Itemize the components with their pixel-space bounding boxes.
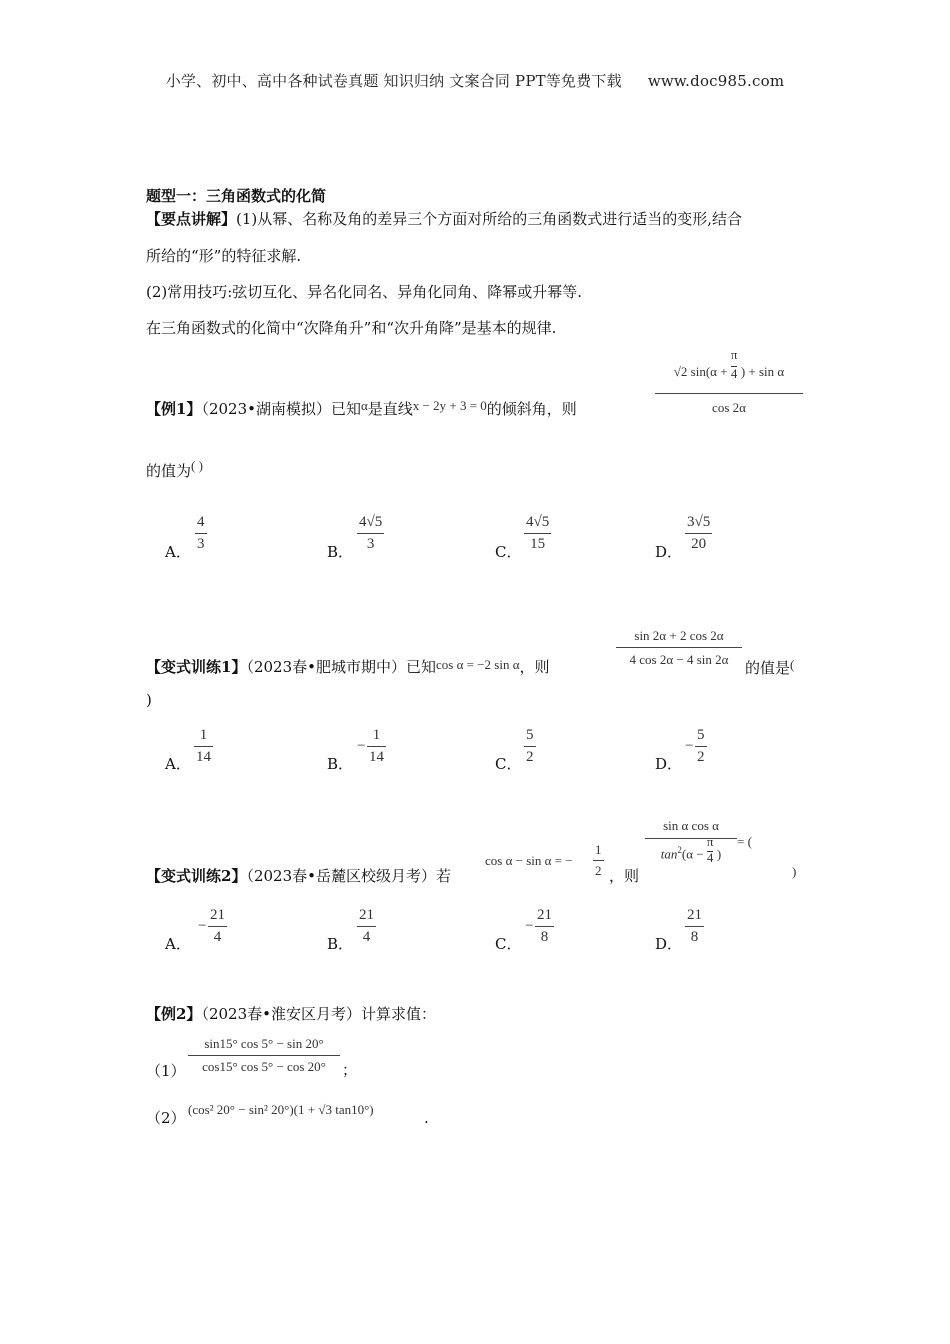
example1-expression — [655, 347, 803, 416]
example1-pi: π — [730, 347, 738, 362]
example1-alpha: α — [360, 398, 368, 413]
example1-option-b-value: 4√5 3 — [359, 514, 383, 552]
example1-label: 【例1】 — [146, 400, 202, 418]
variant2-option-a-value: 21 4 — [210, 907, 225, 945]
example1-mid: 是直线 — [367, 400, 413, 418]
variant2-paren-close: ) — [792, 864, 797, 879]
variant1-denominator: 4 cos 2α − 4 sin 2α — [616, 647, 742, 668]
example1-option-a[interactable]: A． — [165, 543, 191, 561]
example1-tail: 的值为( ) — [146, 458, 203, 480]
example2-source: （2023春•淮安区月考）计算求值： — [201, 1005, 436, 1023]
variant2-numerator: sin α cos α — [663, 818, 719, 833]
variant2-four: 4 — [706, 850, 714, 866]
variant2-option-d[interactable]: D． — [655, 935, 683, 953]
variant2-condition: cos α − sin α = − — [485, 853, 573, 868]
example1-expr-denominator: cos 2α — [712, 400, 746, 415]
key-points-line4: 在三角函数式的化简中“次降角升”和“次升角降”是基本的规律. — [146, 319, 557, 337]
example2-q1-expression — [188, 1036, 340, 1075]
variant1-option-b-sign: − — [357, 738, 366, 754]
variant1-tail: 的值是( — [745, 657, 795, 677]
example2-q1-denominator: cos15° cos 5° − cos 20° — [188, 1055, 340, 1075]
variant1-option-d-sign: − — [685, 738, 694, 754]
example2-q2-end: . — [424, 1109, 429, 1127]
variant2-source: （2023春•岳麓区校级月考）若 — [246, 867, 451, 885]
header-text: 小学、初中、高中各种试卷真题 知识归纳 文案合同 PPT等免费下载 — [165, 72, 622, 90]
variant2-option-a[interactable]: A． — [165, 935, 191, 953]
example1-option-d-value: 3√5 20 — [687, 514, 711, 552]
variant2-option-c[interactable]: C． — [495, 935, 522, 953]
variant2-equals: = ( — [737, 834, 752, 849]
variant1-option-d[interactable]: D． — [655, 755, 683, 773]
variant1-expression — [616, 628, 742, 668]
variant1-stem — [146, 655, 550, 677]
example1-option-c-value: 4√5 15 — [526, 514, 550, 552]
example2-q2-label: （2） — [146, 1109, 186, 1127]
key-points-text1: (1)从幂、名称及角的差异三个方面对所给的三角函数式进行适当的变形,结合 — [236, 210, 743, 228]
example2-q2-expression: (cos² 20° − sin² 20°)(1 + √3 tan10°) — [188, 1102, 374, 1117]
variant1-numerator: sin 2α + 2 cos 2α — [634, 628, 724, 643]
example2-stem — [146, 1004, 436, 1024]
variant2-then: ，则 — [609, 867, 640, 885]
example1-source: （2023•湖南模拟）已知 — [201, 400, 361, 418]
variant1-option-a-value: 1 14 — [196, 727, 211, 765]
example1-expr-numerator: √2 sin(α + $\frac{\pi}{4}$ ) + sin α — [673, 347, 785, 381]
variant1-option-b-value: 1 14 — [369, 727, 384, 765]
variant2-option-b[interactable]: B． — [327, 935, 354, 953]
variant2-stem — [146, 866, 451, 886]
variant1-condition: cos α = −2 sin α — [435, 657, 520, 672]
example1-option-c[interactable]: C． — [495, 543, 522, 561]
variant1-source: （2023春•肥城市期中）已知 — [246, 658, 436, 676]
variant2-option-b-value: 21 4 — [359, 907, 374, 945]
variant2-pi: π — [706, 834, 714, 850]
example2-label: 【例2】 — [146, 1005, 202, 1023]
example1-option-b[interactable]: B． — [327, 543, 354, 561]
variant2-option-c-sign: − — [525, 918, 534, 934]
variant2-denominator: $\tan^2(\alpha$ − $\frac{\pi}{4}$ ) — [645, 838, 737, 875]
variant2-condition-fraction: 1 2 — [595, 842, 602, 878]
variant1-label: 【变式训练1】 — [146, 658, 247, 676]
variant2-option-c-value: 21 8 — [537, 907, 552, 945]
example2-q1-label: （1） — [146, 1062, 186, 1080]
section-title: 题型一：三角函数式的化简 — [146, 187, 327, 205]
variant1-option-a[interactable]: A． — [165, 755, 191, 773]
variant1-option-b[interactable]: B． — [327, 755, 354, 773]
variant1-then: ，则 — [519, 658, 550, 676]
example1-stem — [146, 396, 577, 419]
variant2-option-d-value: 21 8 — [687, 907, 702, 945]
key-points-line1 — [146, 209, 742, 229]
page-header — [0, 70, 950, 91]
variant1-option-c-value: 5 2 — [526, 727, 534, 765]
variant1-option-c[interactable]: C． — [495, 755, 522, 773]
example2-q1-numerator: sin15° cos 5° − sin 20° — [204, 1036, 324, 1051]
example2-q1-end: ； — [342, 1061, 358, 1079]
variant2-option-a-sign: − — [198, 918, 207, 934]
example1-paren: ( ) — [191, 458, 203, 473]
key-points-line3: (2)常用技巧:弦切互化、异名化同名、异角化同角、降幂或升幂等. — [146, 283, 583, 301]
header-url[interactable]: www.doc985.com — [647, 72, 785, 90]
variant1-paren-close: ) — [146, 691, 152, 709]
example1-line-eq: x − 2y + 3 = 0 — [412, 398, 487, 413]
key-points-label: 【要点讲解】 — [146, 210, 237, 228]
variant2-expression — [645, 818, 737, 875]
example1-four: 4 — [730, 366, 738, 381]
variant2-label: 【变式训练2】 — [146, 867, 247, 885]
example1-option-a-value: 4 3 — [197, 514, 205, 552]
example1-option-d[interactable]: D． — [655, 543, 683, 561]
key-points-line2: 所给的“形”的特征求解. — [146, 247, 302, 265]
variant1-option-d-value: 5 2 — [697, 727, 705, 765]
example1-after: 的倾斜角，则 — [486, 400, 577, 418]
